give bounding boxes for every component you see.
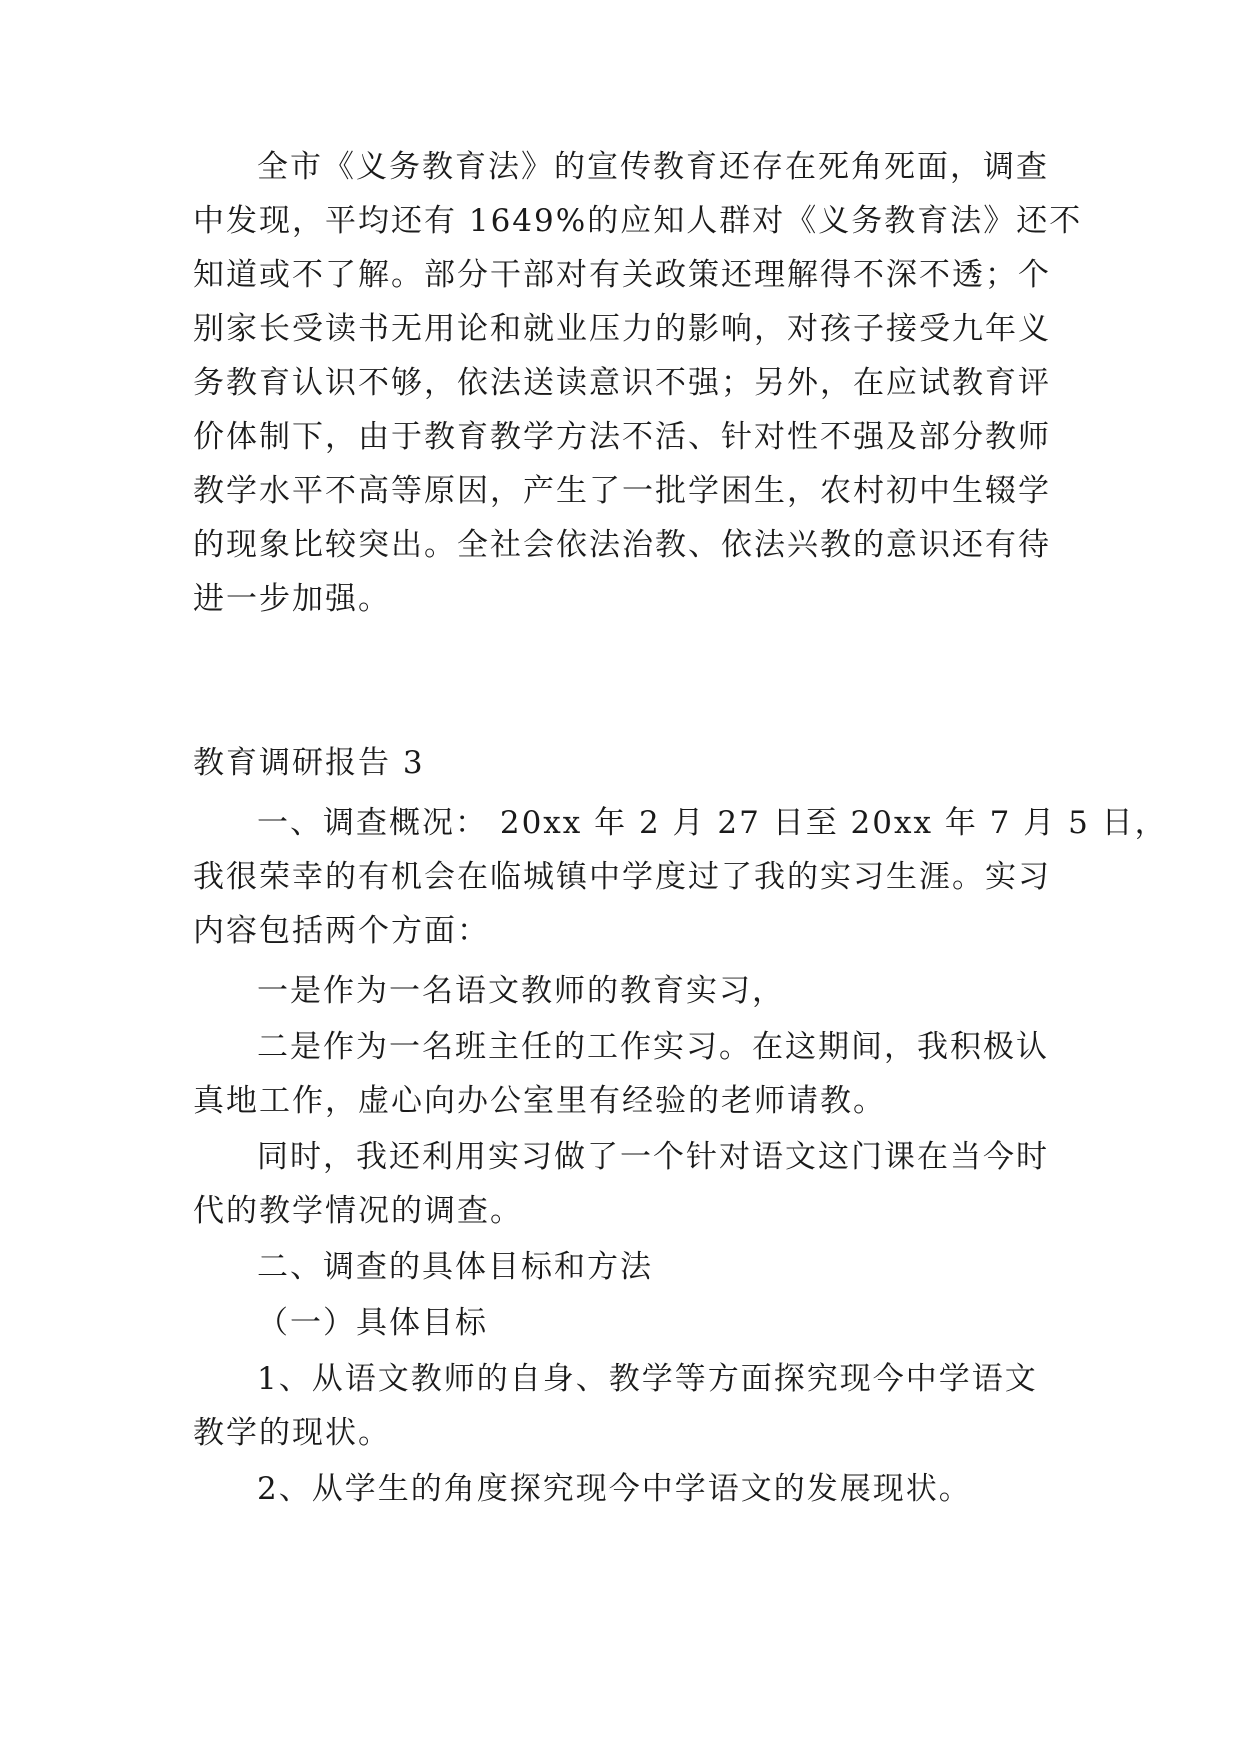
text-line: 二是作为一名班主任的工作实习。在这期间，我积极认 bbox=[257, 1029, 1049, 1065]
text-line: 内容包括两个方面： bbox=[193, 913, 490, 949]
text-line: 2、从学生的角度探究现今中学语文的发展现状。 bbox=[257, 1471, 972, 1507]
text-line: 真地工作，虚心向办公室里有经验的老师请教。 bbox=[193, 1083, 886, 1119]
paragraph-survey-overview bbox=[193, 796, 1168, 958]
paragraph-class-teacher-practice bbox=[193, 1020, 1055, 1128]
subheading-specific-goals bbox=[193, 1296, 1055, 1350]
text-line: 中发现，平均还有 1649%的应知人群对《义务教育法》还不 bbox=[193, 203, 1083, 239]
text-line: 的现象比较突出。全社会依法治教、依法兴教的意识还有待 bbox=[193, 527, 1051, 563]
text-line: 一、调查概况： 20xx 年 2 月 27 日至 20xx 年 7 月 5 日， bbox=[257, 805, 1168, 841]
text-line: 二、调查的具体目标和方法 bbox=[257, 1249, 653, 1285]
text-line: 1、从语文教师的自身、教学等方面探究现今中学语文 bbox=[257, 1361, 1038, 1397]
text-line: 教学水平不高等原因，产生了一批学困生，农村初中生辍学 bbox=[193, 473, 1051, 509]
text-line: 我很荣幸的有机会在临城镇中学度过了我的实习生涯。实习 bbox=[193, 859, 1051, 895]
section-heading bbox=[193, 736, 1055, 790]
text-line: 同时，我还利用实习做了一个针对语文这门课在当今时 bbox=[257, 1139, 1049, 1175]
report-title: 教育调研报告 3 bbox=[193, 745, 425, 781]
paragraph-teaching-practice bbox=[193, 964, 1055, 1018]
text-line: 全市《义务教育法》的宣传教育还存在死角死面，调查 bbox=[257, 149, 1049, 185]
text-line: 一是作为一名语文教师的教育实习， bbox=[257, 973, 785, 1009]
text-line: 价体制下，由于教育教学方法不活、针对性不强及部分教师 bbox=[193, 419, 1051, 455]
text-line: 代的教学情况的调查。 bbox=[193, 1193, 523, 1229]
subheading-goals-and-methods bbox=[193, 1240, 1055, 1294]
text-line: 进一步加强。 bbox=[193, 581, 391, 617]
text-line: 别家长受读书无用论和就业压力的影响，对孩子接受九年义 bbox=[193, 311, 1051, 347]
paragraph-mandatory-education-awareness bbox=[193, 140, 1083, 626]
paragraph-survey-purpose bbox=[193, 1130, 1055, 1238]
text-line: 教学的现状。 bbox=[193, 1415, 391, 1451]
list-item-goal-2 bbox=[193, 1462, 1055, 1516]
text-line: 知道或不了解。部分干部对有关政策还理解得不深不透；个 bbox=[193, 257, 1051, 293]
list-item-goal-1 bbox=[193, 1352, 1055, 1460]
text-line: 务教育认识不够，依法送读意识不强；另外，在应试教育评 bbox=[193, 365, 1051, 401]
text-line: （一）具体目标 bbox=[257, 1305, 488, 1341]
